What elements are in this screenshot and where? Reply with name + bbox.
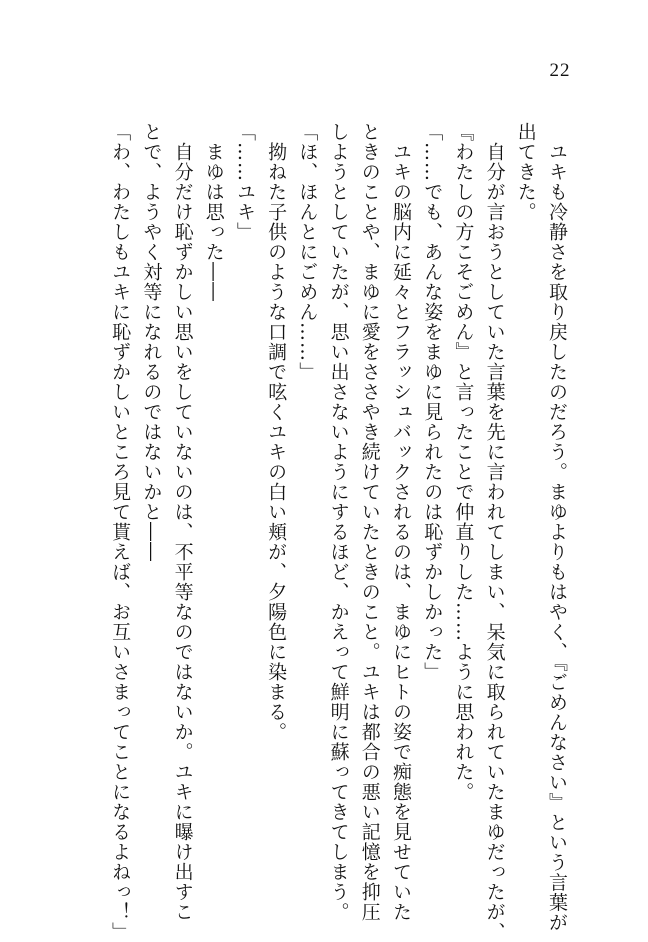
text-line: 「わ、わたしもユキに恥ずかしいところ見て貰えば、お互いさまってことになるよねっ！」: [109, 122, 132, 942]
page-number: 22: [549, 60, 571, 81]
text-line: ユキの脳内に延々とフラッシュバックされるのは、まゆにヒトの姿で痴態を見せていた: [389, 122, 412, 922]
text-line: ときのことや、まゆに愛をささやき続けていたときのこと。ユキは都合の悪い記憶を抑圧: [358, 122, 381, 922]
text-line: しようとしていたが、思い出さないようにするほど、かえって鮮明に蘇ってきてしまう。: [327, 122, 350, 922]
text-line: まゆは思った――: [202, 122, 225, 302]
text-line: 拗ねた子供のような口調で呟くユキの白い頬が、夕陽色に染まる。: [265, 122, 288, 742]
text-line: とで、ようやく対等になれるのではないかと――: [140, 122, 163, 562]
text-line: ユキも冷静さを取り戻したのだろう。まゆよりもはやく、『ごめんなさい』という言葉が: [546, 122, 568, 933]
text-line: 自分だけ恥ずかしい思いをしていないのは、不平等なのではないか。ユキに曝け出すこ: [171, 122, 194, 922]
text-line: 自分が言おうとしていた言葉を先に言われてしまい、呆気に取られていたまゆだったが、: [483, 122, 506, 942]
text-line: 『わたしの方こそごめん』と言ったことで仲直りした……ように思われた。: [452, 122, 475, 802]
text-line: 出てきた。: [514, 122, 537, 222]
text-line: 「ほ、ほんとにごめん……」: [296, 122, 319, 382]
text-line: 「……ユキ」: [233, 122, 256, 242]
body-text: [104, 122, 572, 942]
text-line: 「……でも、あんな姿をまゆに見られたのは恥ずかしかった」: [421, 122, 444, 682]
